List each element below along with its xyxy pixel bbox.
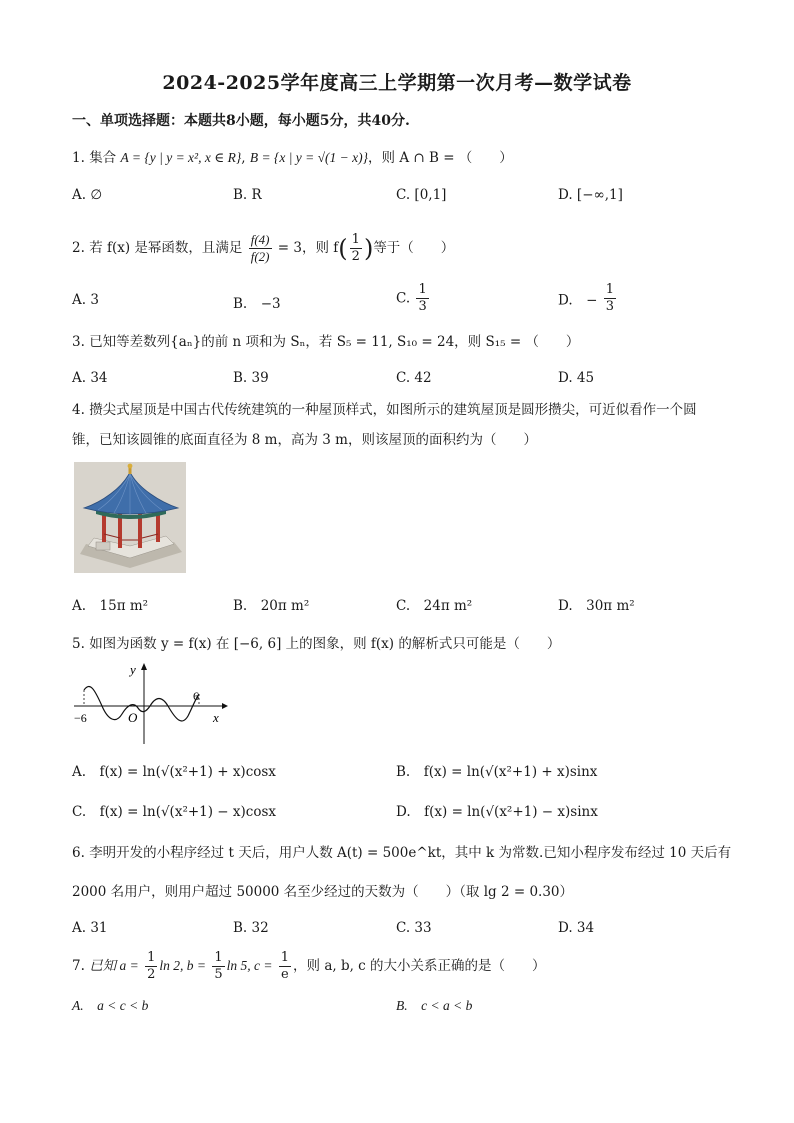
origin-label: O [128,710,138,725]
option-a: A. ∅ [72,187,103,203]
option-d: D. − $\frac{1}{3}$ [558,282,615,314]
question-7: 7. 已知 a = $\frac{1}{2}$ ln 2, b = $\frac{1}{5}$ ln 5, c = $\frac{1}{e}$ ，则 a, b, c 的大小关系正确的是（ ） [72,950,546,982]
question-1: 1. 集合 A = {y | y = x², x ∈ R}, B = {x | y = √(1 − x)}，则 A ∩ B = （ ） [72,150,513,166]
question-6 [72,843,731,863]
question-number: 7. [72,958,85,974]
option-a: A. 15π m² [72,598,149,614]
question-text: 集合 [89,150,117,166]
question-5 [72,634,560,654]
question-2: 2. 若 f(x) 是幂函数，且满足 $\frac{f(4)}{f(2)}$ = 3，则 f( $\frac{1}{2}$ )等于（ ） [72,232,455,264]
question-text: ，则 A ∩ B = （ ） [368,150,513,166]
question-3 [72,332,579,352]
option-a: A. a < c < b [72,998,149,1013]
option-d: D. 30π m² [558,598,635,614]
pavilion-image [74,462,186,573]
question-text: 已知等差数列{aₙ}的前 n 项和为 Sₙ，若 S₅ = 11, S₁₀ = 24，则 S₁₅ = （ ） [89,334,580,350]
fraction-b: $\frac{1}{5}$ [214,950,223,982]
question-number: 4. [72,402,85,418]
option-b: B. 32 [233,920,269,936]
option-b: B. c < a < b [396,998,473,1013]
question-number: 5. [72,636,85,652]
option-c: C. 42 [396,370,432,386]
fraction-c: $\frac{1}{e}$ [280,950,290,982]
question-4 [72,395,722,455]
option-c: C. $\frac{1}{3}$ [396,282,427,314]
option-a: A. f(x) = ln(√(x²+1) + x)cosx [72,764,276,780]
question-text: 若 f(x) 是幂函数，且满足 [89,240,243,256]
option-b: B. 39 [233,370,269,386]
question-number: 2. [72,240,85,256]
option-d: D. [−∞,1] [558,187,623,203]
option-d: D. 34 [558,920,595,936]
option-b: B. R [233,187,262,203]
set-a: A = {y | y = x², x ∈ R} [120,150,242,165]
y-axis-label: y [130,662,136,677]
question-number: 6. [72,845,85,861]
option-a: A. 31 [72,920,108,936]
option-c: C. f(x) = ln(√(x²+1) − x)cosx [72,804,277,820]
question-text: 等于（ ） [373,240,455,256]
option-c: C. 33 [396,920,432,936]
option-b: B. 20π m² [233,598,310,614]
argument-fraction: $\frac{1}{2}$ [351,232,360,264]
question-text: 攒尖式屋顶是中国古代传统建筑的一种屋顶样式，如图所示的建筑屋顶是圆形攒尖，可近似看作一个圆锥，已知该圆锥的底面直径为 8 m，高为 3 m，则该屋顶的面积约为（ ） [72,402,697,448]
question-number: 1. [72,150,85,166]
option-d: D. 45 [558,370,595,386]
ratio-fraction: $\frac{f(4)}{f(2)}$ [250,232,270,264]
question-number: 3. [72,334,85,350]
option-c: C. 24π m² [396,598,473,614]
option-b: B. f(x) = ln(√(x²+1) + x)sinx [396,764,598,780]
question-text: = 3，则 f [277,240,339,256]
right-tick-label: 6 [193,689,199,703]
function-graph [72,660,232,746]
option-d: D. f(x) = ln(√(x²+1) − x)sinx [396,804,598,820]
left-tick-label: −6 [74,711,87,725]
option-b: B. −3 [233,296,281,312]
section-heading: 一、单项选择题：本题共8小题，每小题5分，共40分. [72,113,410,129]
page-title: 2024-2025学年度高三上学期第一次月考—数学试卷 [162,72,632,94]
question-6-continued: 2000 名用户，则用户超过 50000 名至少经过的天数为（ ）（取 lg 2 = 0.30） [72,884,574,900]
option-a: A. 3 [72,292,99,308]
fraction-a: $\frac{1}{2}$ [147,950,156,982]
question-text: 李明开发的小程序经过 t 天后，用户人数 A(t) = 500e^kt，其中 k 为常数.已知小程序发布经过 10 天后有 [89,845,732,861]
x-axis-label: x [213,710,219,725]
option-a: A. 34 [72,370,108,386]
question-text: 如图为函数 y = f(x) 在 [−6, 6] 上的图象，则 f(x) 的解析式只可能是（ ） [89,636,561,652]
question-text: 已知 a = [89,958,139,973]
set-b: B = {x | y = √(1 − x)} [249,150,369,165]
option-c: C. [0,1] [396,187,447,203]
